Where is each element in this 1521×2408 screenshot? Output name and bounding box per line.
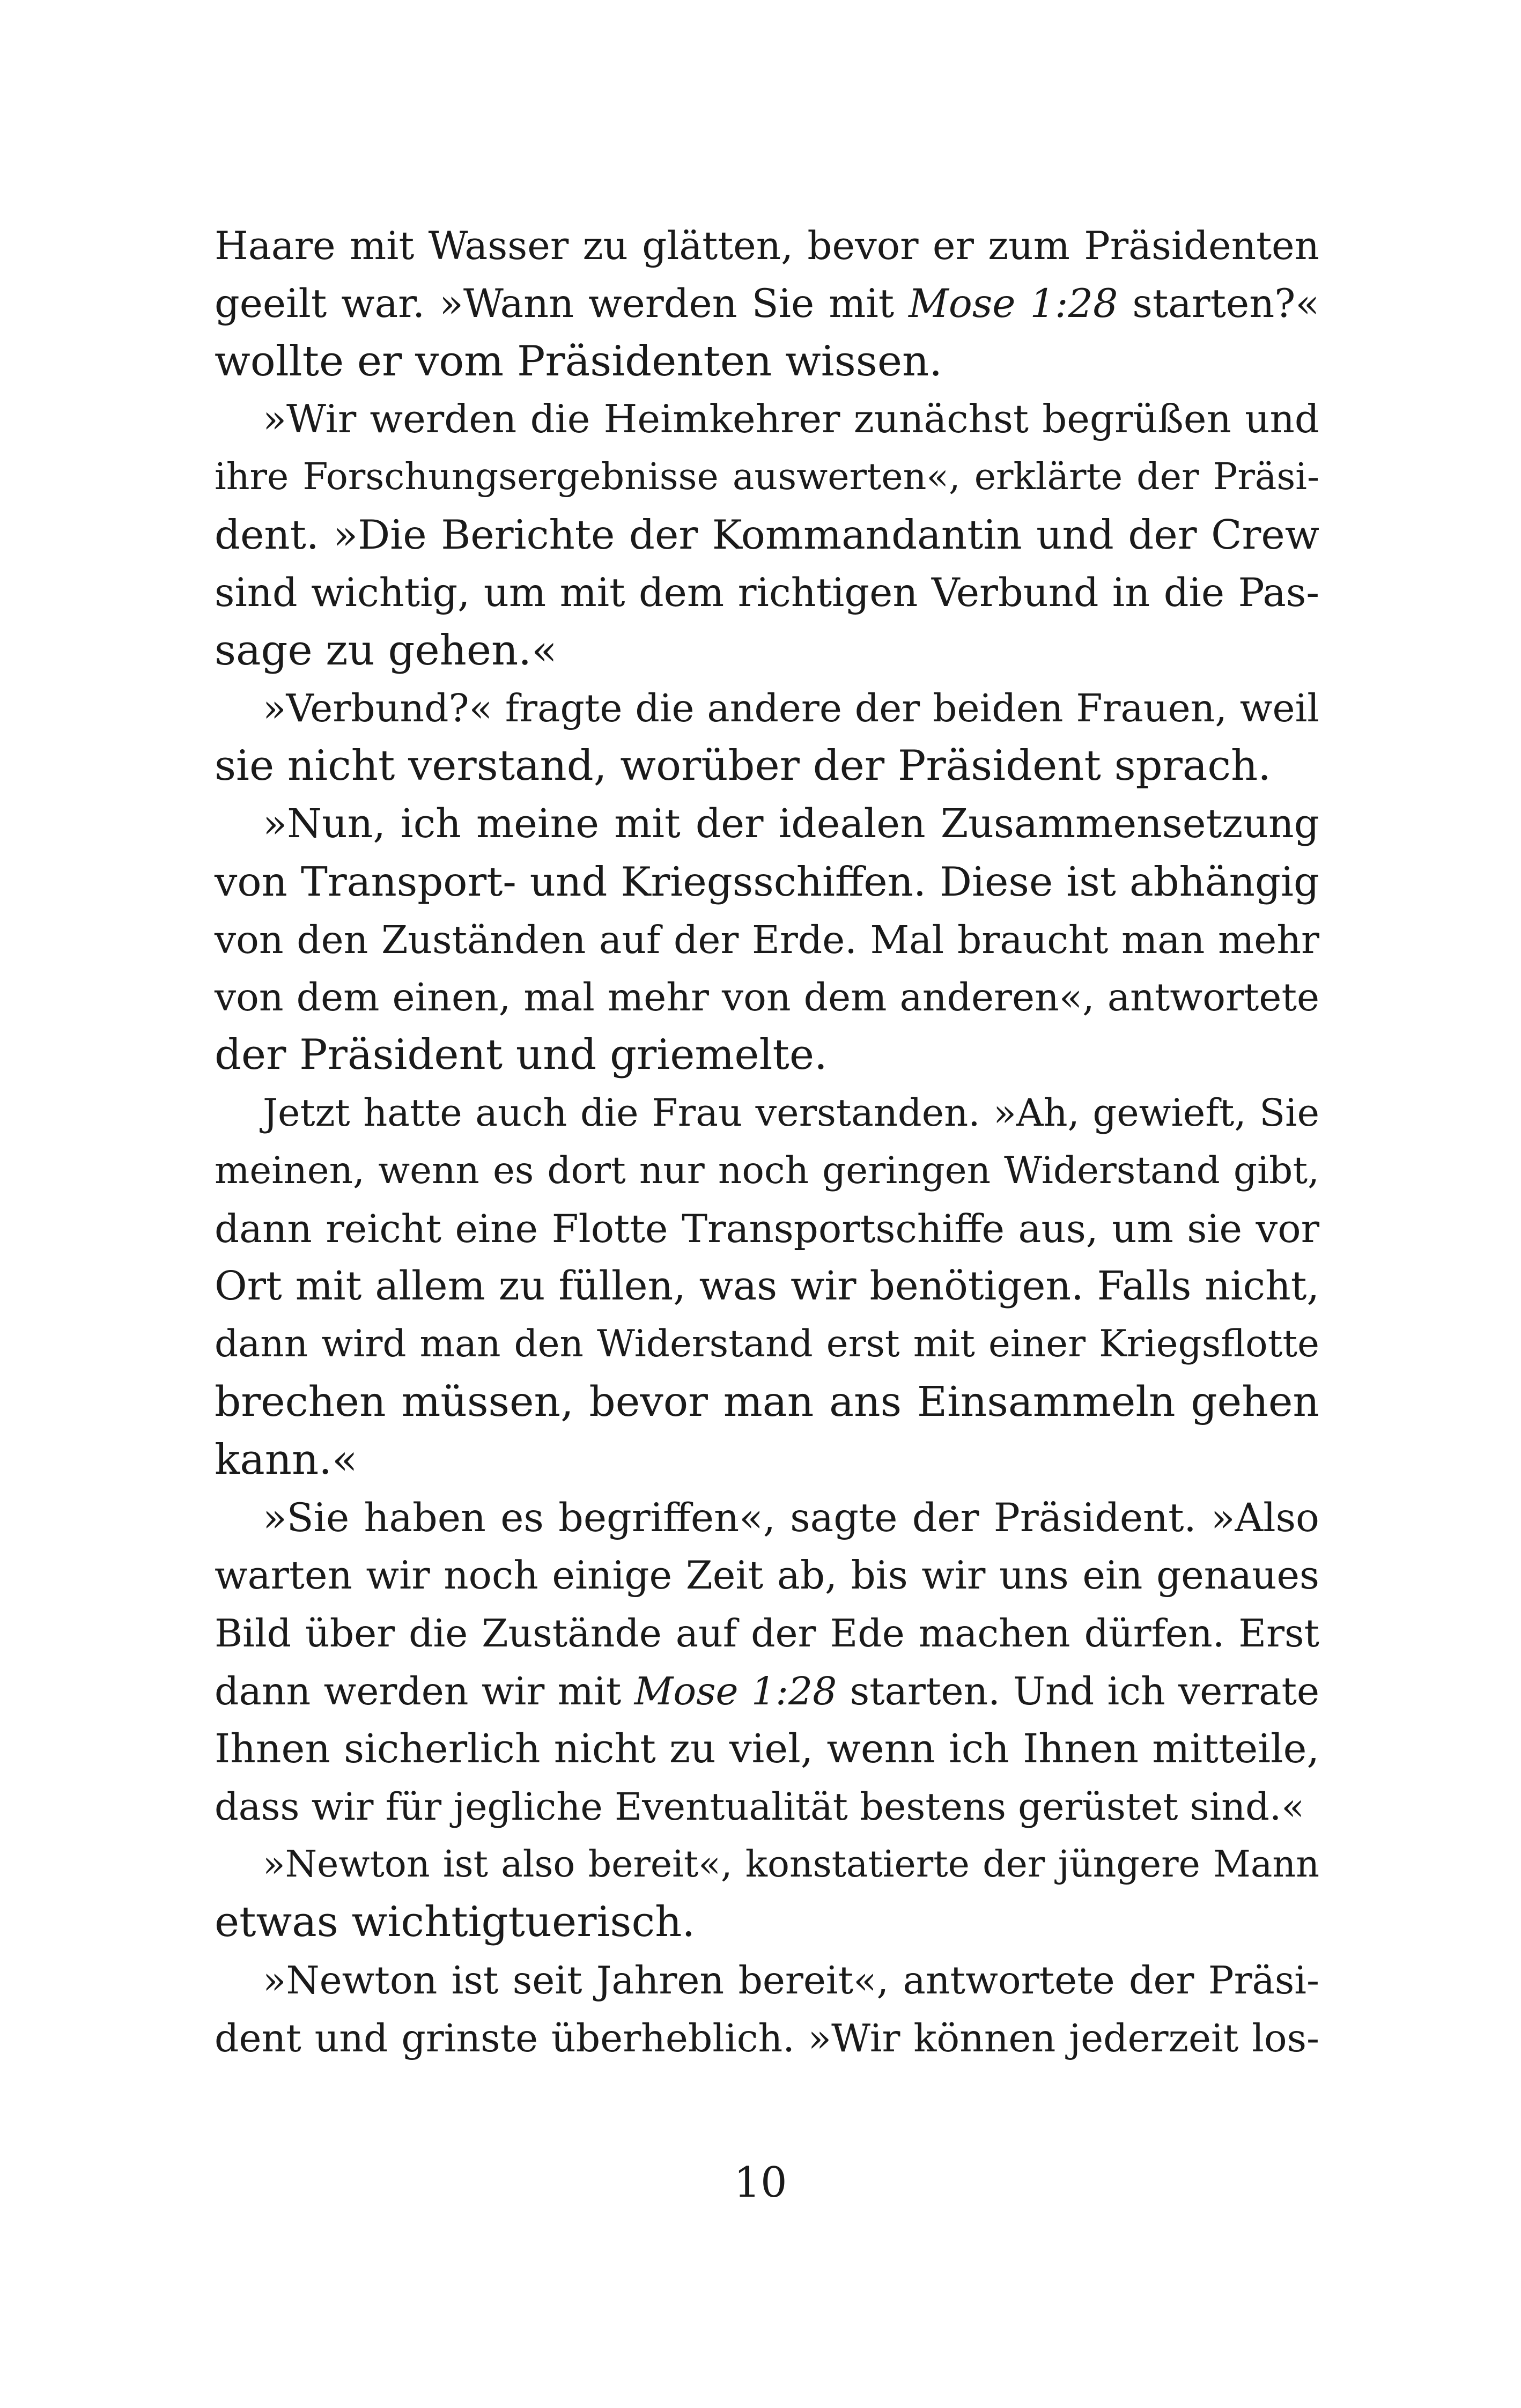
text-line	[215, 1431, 1319, 1489]
text-segment: Ort mit allem zu füllen, was wir benötigen. Falls nicht,	[215, 1263, 1319, 1310]
text-line	[215, 1084, 1319, 1142]
text-segment: »Wir werden die Heimkehrer zunächst begrüßen und	[263, 396, 1319, 442]
text-segment: von dem einen, mal mehr von dem anderen«, antwortete	[215, 975, 1319, 1020]
text-segment: »Verbund?« fragte die andere der beiden Frauen, weil	[263, 686, 1319, 731]
text-segment: kann.«	[215, 1435, 358, 1484]
text-segment: warten wir noch einige Zeit ab, bis wir uns ein genaues	[215, 1553, 1319, 1598]
text-segment: von Transport- und Kriegsschiffen. Diese ist abhängig	[215, 858, 1319, 905]
text-segment: sage zu gehen.«	[215, 626, 557, 675]
text-line	[215, 1489, 1319, 1547]
text-line	[215, 1778, 1319, 1836]
text-segment: ihre Forschungsergebnisse auswerten«, erklärte der Präsi-	[215, 456, 1319, 499]
text-line	[215, 1373, 1319, 1431]
text-line	[215, 853, 1319, 911]
italic-title: Mose 1:28	[634, 1668, 837, 1713]
text-segment: geeilt war. »Wann werden Sie mit	[215, 280, 909, 327]
text-line	[215, 1142, 1319, 1200]
text-segment: Bild über die Zustände auf der Ede machen dürfen. Erst	[215, 1611, 1319, 1656]
text-segment: »Newton ist seit Jahren bereit«, antwortete der Präsi-	[263, 1958, 1319, 2003]
text-segment: meinen, wenn es dort nur noch geringen Widerstand gibt,	[215, 1149, 1319, 1192]
italic-title: Mose 1:28	[909, 280, 1118, 327]
text-segment: dent und grinste überheblich. »Wir können jederzeit los-	[215, 2015, 1319, 2060]
text-segment: Ihnen sicherlich nicht zu viel, wenn ich Ihnen mitteile,	[215, 1725, 1319, 1772]
text-line	[215, 1200, 1319, 1258]
text-line	[215, 1836, 1319, 1894]
text-line	[215, 448, 1319, 506]
text-segment: dann werden wir mit	[215, 1668, 634, 1713]
text-segment: dann reicht eine Flotte Transportschiffe aus, um sie vor	[215, 1206, 1319, 1251]
text-line	[215, 564, 1319, 622]
text-segment: starten?«	[1118, 280, 1320, 327]
text-line	[215, 1663, 1319, 1720]
text-segment: »Sie haben es begriffen«, sagte der Präsident. »Also	[263, 1495, 1319, 1541]
text-segment: von den Zuständen auf der Erde. Mal braucht man mehr	[215, 917, 1319, 962]
text-line	[215, 1026, 1319, 1084]
text-segment: Haare mit Wasser zu glätten, bevor er zum Präsidenten	[215, 223, 1319, 268]
text-line	[215, 622, 1319, 680]
text-line	[215, 969, 1319, 1026]
text-line	[215, 1952, 1319, 2010]
text-line	[215, 795, 1319, 853]
text-segment: dent. »Die Berichte der Kommandantin und der Crew	[215, 511, 1319, 558]
text-segment: dass wir für jegliche Eventualität bestens gerüstet sind.«	[215, 1784, 1305, 1829]
text-line	[215, 1547, 1319, 1605]
text-line	[215, 1258, 1319, 1316]
text-segment: starten. Und ich verrate	[837, 1668, 1320, 1713]
text-segment: sind wichtig, um mit dem richtigen Verbund in die Pas-	[215, 570, 1319, 616]
text-line	[215, 506, 1319, 564]
text-segment: der Präsident und griemelte.	[215, 1031, 828, 1080]
text-line	[215, 737, 1319, 795]
text-line	[215, 911, 1319, 969]
text-line	[215, 1894, 1319, 1952]
text-segment: dann wird man den Widerstand erst mit einer Kriegsflotte	[215, 1323, 1319, 1366]
page-number: 10	[734, 2159, 787, 2207]
text-line	[215, 390, 1319, 448]
text-segment: sie nicht verstand, worüber der Präsident sprach.	[215, 742, 1272, 791]
body-text	[215, 217, 1319, 2067]
text-line	[215, 679, 1319, 737]
text-line	[215, 275, 1319, 333]
text-line	[215, 1720, 1319, 1778]
text-line	[215, 1316, 1319, 1373]
text-segment: etwas wichtigtuerisch.	[215, 1898, 696, 1947]
text-segment: brechen müssen, bevor man ans Einsammeln gehen	[215, 1378, 1319, 1426]
text-segment: Jetzt hatte auch die Frau verstanden. »Ah, gewieft, Sie	[263, 1090, 1319, 1135]
text-line	[215, 217, 1319, 275]
text-line	[215, 1605, 1319, 1663]
text-segment: wollte er vom Präsidenten wissen.	[215, 337, 943, 386]
text-line	[215, 333, 1319, 391]
text-line	[215, 2010, 1319, 2067]
text-segment: »Newton ist also bereit«, konstatierte der jüngere Mann	[263, 1843, 1319, 1886]
text-segment: »Nun, ich meine mit der idealen Zusammensetzung	[263, 800, 1319, 847]
